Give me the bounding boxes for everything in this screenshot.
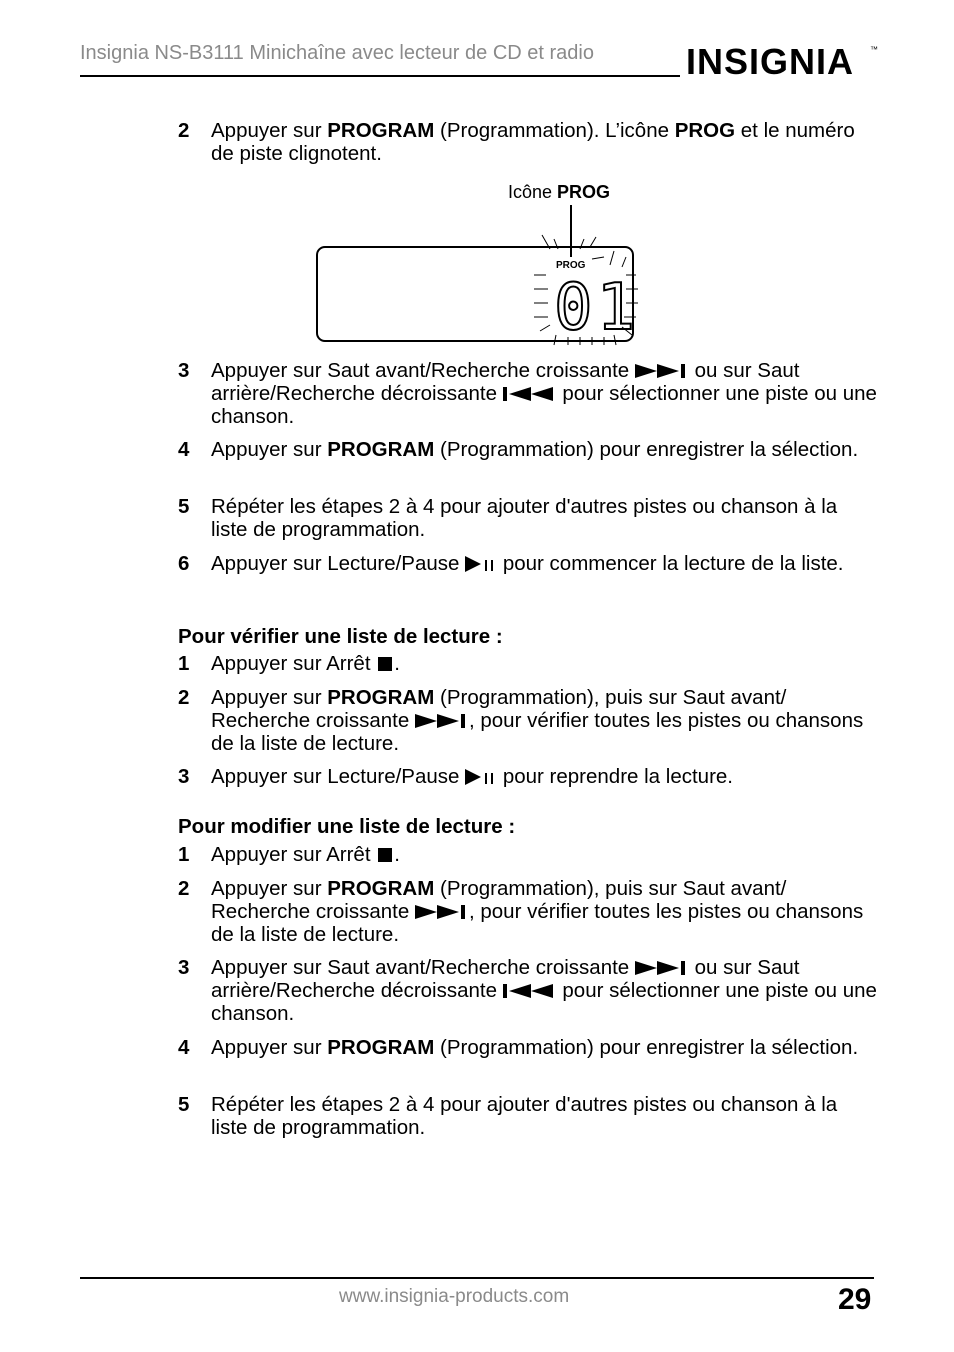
skip-forward-icon: [415, 712, 469, 730]
step-number: 1: [178, 652, 190, 675]
step-number: 2: [178, 877, 190, 900]
skip-back-icon: [503, 982, 557, 1000]
step-bold: PROGRAM: [327, 119, 435, 142]
step-text: pour reprendre la lecture.: [497, 765, 734, 788]
header-title: Insignia NS-B3111 Minichaîne avec lecteur de CD et radio: [80, 42, 594, 64]
step-number: 4: [178, 1036, 190, 1059]
step-text: pour commencer la lecture de la liste.: [497, 552, 844, 575]
modify-heading: Pour modifier une liste de lecture :: [178, 815, 516, 838]
step-text: (Programmation) pour enregistrer la sélection.: [434, 1036, 859, 1059]
step-text: Appuyer sur Arrêt: [211, 652, 377, 675]
step-text: Appuyer sur Lecture/Pause: [211, 552, 466, 575]
footer-url: www.insignia-products.com: [339, 1286, 570, 1307]
step-text: , pour vérifier toutes les pistes ou chansons de la liste de lecture.: [211, 709, 864, 755]
footer-rule: [80, 1277, 874, 1279]
skip-back-icon: [503, 385, 557, 403]
step-number: 5: [178, 1093, 190, 1116]
stop-icon: [376, 655, 394, 673]
step-number: 3: [178, 359, 190, 382]
step-text: Appuyer sur: [211, 119, 328, 142]
step-text: .: [394, 843, 400, 866]
step-number: 4: [178, 438, 190, 461]
step-text: pour sélectionner une piste ou une chanson.: [211, 979, 877, 1025]
step-text: Répéter les étapes 2 à 4 pour ajouter d'autres pistes ou chanson à la liste de programmation.: [211, 495, 838, 541]
program-step-2: [178, 119, 878, 165]
program-step-3: [178, 359, 878, 428]
program-step-5: [178, 495, 878, 541]
modify-step-2: [178, 877, 878, 946]
program-step-4: [178, 438, 878, 461]
verify-step-2: [178, 686, 878, 755]
stop-icon: [376, 846, 394, 864]
step-text: (Programmation), puis sur Saut avant/ Recherche croissante: [211, 877, 787, 923]
header-rule: [80, 75, 680, 77]
step-text: Appuyer sur: [211, 877, 328, 900]
step-text: Appuyer sur Arrêt: [211, 843, 377, 866]
insignia-logo: [686, 32, 882, 88]
step-number: 2: [178, 686, 190, 709]
play-pause-icon: [465, 555, 497, 573]
step-bold: PROGRAM: [327, 686, 435, 709]
caption-bold: PROG: [557, 182, 611, 202]
skip-forward-icon: [635, 362, 689, 380]
lcd-display-figure: [310, 205, 650, 350]
step-text: Appuyer sur: [211, 686, 328, 709]
modify-step-3: [178, 956, 878, 1025]
step-text: pour sélectionner une piste ou une chanson.: [211, 382, 877, 428]
page-number: 29: [838, 1283, 872, 1316]
step-bold: PROGRAM: [327, 1036, 435, 1059]
step-text: Appuyer sur Saut avant/Recherche croissante: [211, 359, 635, 382]
step-number: 5: [178, 495, 190, 518]
step-text: ou sur Saut arrière/Recherche décroissante: [211, 956, 800, 1002]
step-text: et le numéro de piste clignotent.: [211, 119, 855, 165]
step-number: 1: [178, 843, 190, 866]
step-number: 6: [178, 552, 190, 575]
figure-caption: [508, 182, 610, 203]
step-bold: PROGRAM: [327, 438, 435, 461]
svg-text:™: ™: [870, 45, 878, 54]
step-bold: PROG: [674, 119, 736, 142]
step-number: 3: [178, 956, 190, 979]
svg-text:INSIGNIA: INSIGNIA: [686, 41, 855, 82]
skip-forward-icon: [635, 959, 689, 977]
modify-step-4: [178, 1036, 878, 1059]
step-text: ou sur Saut arrière/Recherche décroissante: [211, 359, 800, 405]
lcd-digits: 01: [554, 271, 640, 345]
step-text: Appuyer sur: [211, 438, 328, 461]
play-pause-icon: [465, 768, 497, 786]
step-text: (Programmation). L’icône: [434, 119, 675, 142]
step-text: (Programmation) pour enregistrer la sélection.: [434, 438, 859, 461]
step-text: Appuyer sur: [211, 1036, 328, 1059]
step-number: 3: [178, 765, 190, 788]
program-step-6: [178, 552, 878, 575]
modify-step-5: [178, 1093, 878, 1139]
step-text: Appuyer sur Saut avant/Recherche croissante: [211, 956, 635, 979]
step-number: 2: [178, 119, 190, 142]
caption-text: Icône: [508, 182, 558, 202]
step-text: , pour vérifier toutes les pistes ou chansons de la liste de lecture.: [211, 900, 864, 946]
step-text: (Programmation), puis sur Saut avant/ Recherche croissante: [211, 686, 787, 732]
skip-forward-icon: [415, 903, 469, 921]
step-text: .: [394, 652, 400, 675]
verify-step-3: [178, 765, 878, 788]
step-text: Répéter les étapes 2 à 4 pour ajouter d'autres pistes ou chanson à la liste de programmation.: [211, 1093, 838, 1139]
modify-step-1: [178, 843, 878, 866]
verify-heading: Pour vérifier une liste de lecture :: [178, 625, 503, 648]
lcd-prog-label: PROG: [556, 260, 586, 271]
step-text: Appuyer sur Lecture/Pause: [211, 765, 466, 788]
step-bold: PROGRAM: [327, 877, 435, 900]
verify-step-1: [178, 652, 878, 675]
